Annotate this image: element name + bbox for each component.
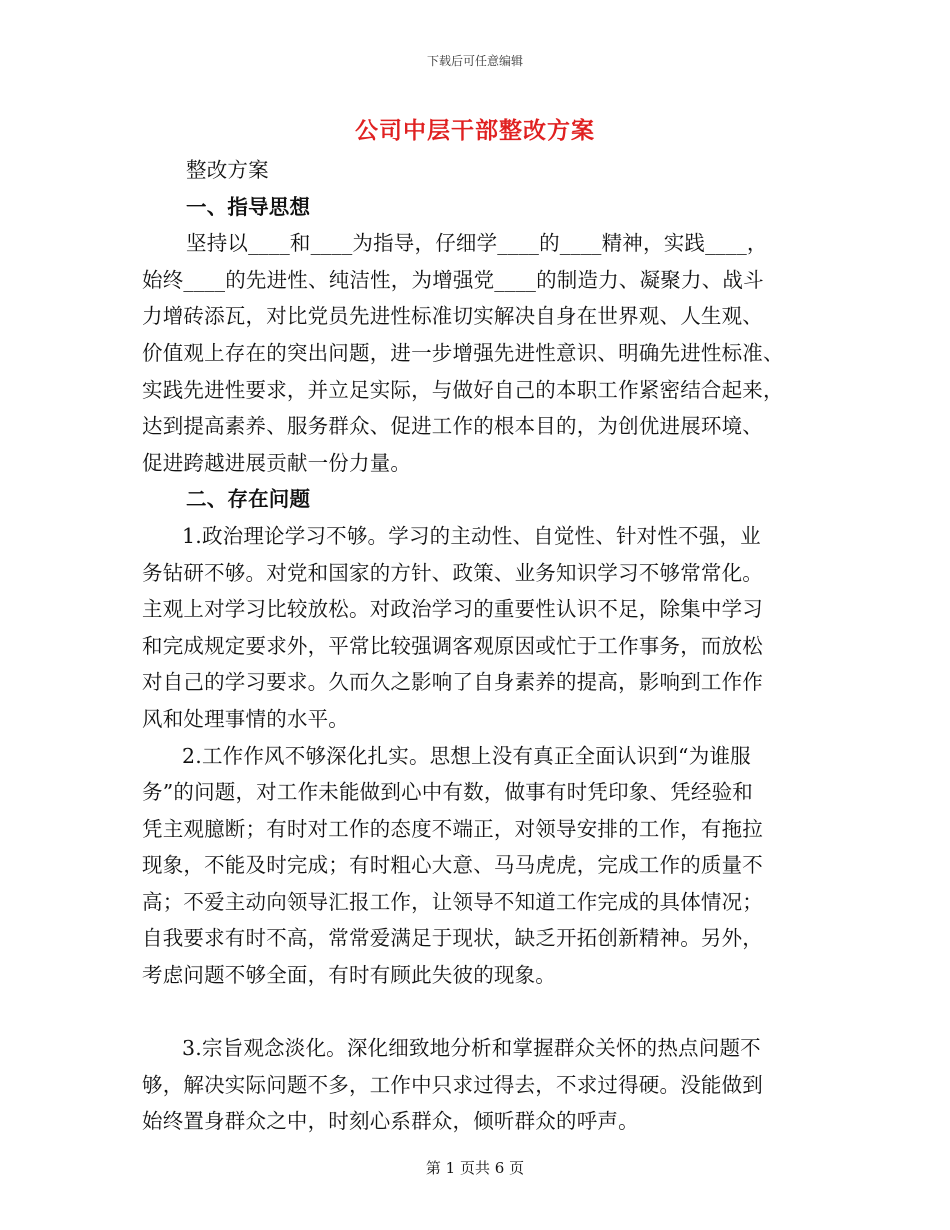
- text-line: 主观上对学习比较放松。对政治学习的重要性认识不足，除集中学习: [142, 597, 763, 622]
- document-title: 公司中层干部整改方案: [355, 117, 595, 144]
- text-line: 一、指导思想: [186, 194, 311, 219]
- text-line: 始终____的先进性、纯洁性，为增强党____的制造力、凝聚力、战斗: [142, 267, 764, 292]
- text-line: 3.宗旨观念淡化。深化细致地分析和掌握群众关怀的热点问题不: [182, 1036, 761, 1061]
- text-line: 力增砖添瓦，对比党员先进性标准切实解决自身在世界观、人生观、: [142, 304, 763, 329]
- text-line: 够，解决实际问题不多，工作中只求过得去，不求过得硬。没能做到: [142, 1072, 763, 1097]
- text-line: 凭主观臆断；有时对工作的态度不端正，对领导安排的工作，有拖拉: [142, 816, 763, 841]
- text-line: 自我要求有时不高，常常爱满足于现状，缺乏开拓创新精神。另外，: [142, 926, 763, 951]
- text-line: 坚持以____和____为指导，仔细学____的____精神，实践____，: [186, 231, 768, 256]
- text-line: 高；不爱主动向领导汇报工作，让领导不知道工作完成的具体情况；: [142, 889, 763, 914]
- text-line: 二、存在问题: [186, 487, 311, 512]
- text-line: 务”的问题，对工作未能做到心中有数，做事有时凭印象、凭经验和: [142, 780, 753, 805]
- page-header-note: 下载后可任意编辑: [426, 54, 523, 68]
- text-line: 促进跨越进展贡献一份力量。: [142, 450, 412, 475]
- text-line: 价值观上存在的突出问题，进一步增强先进性意识、明确先进性标准、: [142, 340, 784, 365]
- text-line: 现象，不能及时完成；有时粗心大意、马马虎虎，完成工作的质量不: [142, 853, 763, 878]
- text-line: 实践先进性要求，并立足实际，与做好自己的本职工作紧密结合起来，: [142, 377, 784, 402]
- text-line: 务钻研不够。对党和国家的方针、政策、业务知识学习不够常常化。: [142, 560, 763, 585]
- text-line: [142, 994, 807, 1031]
- text-line: 和完成规定要求外，平常比较强调客观原因或忙于工作事务，而放松: [142, 633, 763, 658]
- text-line: 整改方案: [186, 158, 269, 182]
- text-line: 2.工作作风不够深化扎实。思想上没有真正全面认识到“为谁服: [182, 743, 751, 768]
- page-footer: 第 1 页共 6 页: [425, 1159, 525, 1177]
- text-line: 1.政治理论学习不够。学习的主动性、自觉性、针对性不强，业: [182, 523, 761, 548]
- text-line: 始终置身群众之中，时刻心系群众，倾听群众的呼声。: [142, 1109, 639, 1134]
- text-line: 风和处理事情的水平。: [142, 706, 349, 731]
- document-body: [142, 152, 807, 1140]
- text-line: 考虑问题不够全面，有时有顾此失彼的现象。: [142, 963, 556, 988]
- text-line: 达到提高素养、服务群众、促进工作的根本目的，为创优进展环境、: [142, 414, 763, 439]
- text-line: 对自己的学习要求。久而久之影响了自身素养的提高，影响到工作作: [142, 670, 763, 695]
